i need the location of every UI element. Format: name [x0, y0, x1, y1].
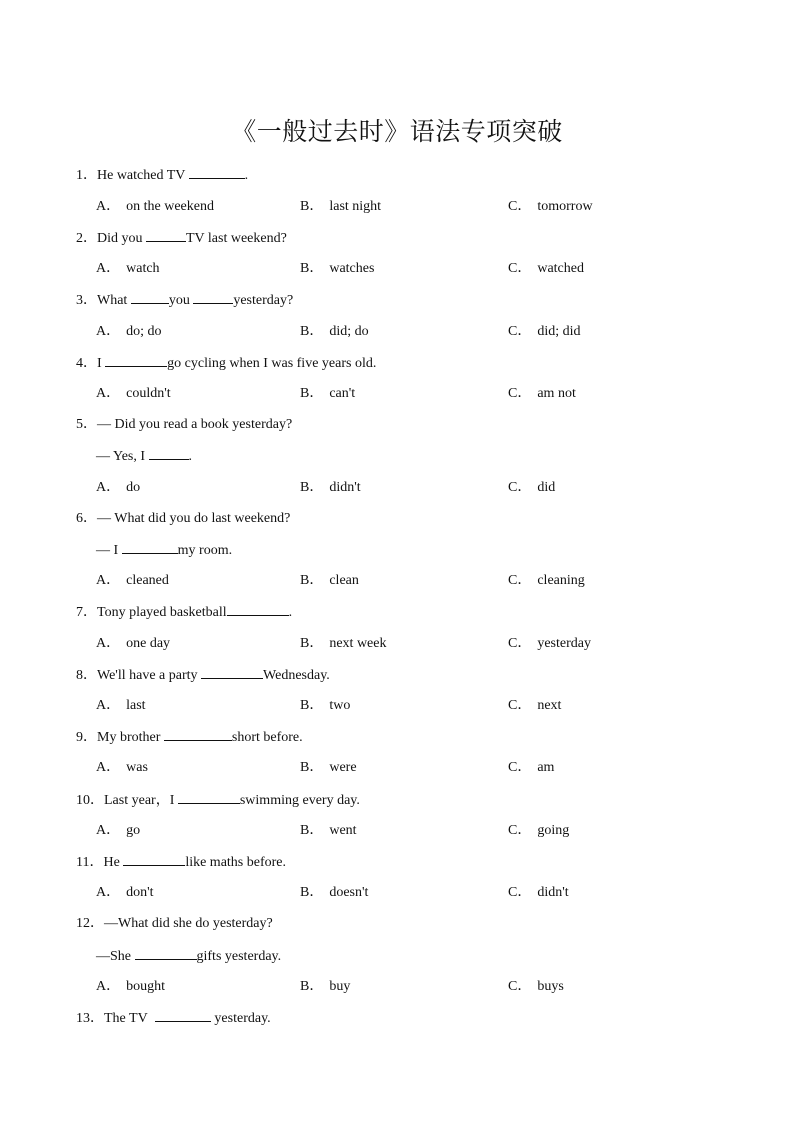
option-letter: A． [96, 823, 121, 838]
question-text: He watched TV [97, 168, 189, 183]
page-title: 《一般过去时》语法专项突破 [231, 117, 563, 146]
option-a[interactable] [96, 198, 214, 216]
option-letter: B． [300, 386, 324, 401]
option-text: watch [126, 261, 160, 276]
question-text: Did you [97, 231, 146, 246]
option-letter: C． [508, 885, 532, 900]
option-text: one day [126, 636, 171, 651]
option-text: did [537, 480, 556, 495]
question-number: 4． [76, 356, 97, 371]
answer-blank[interactable] [164, 728, 232, 741]
option-c[interactable] [508, 479, 555, 497]
option-a[interactable] [96, 697, 146, 715]
option-text: was [126, 760, 148, 775]
option-text: do [126, 480, 141, 495]
option-text: didn't [537, 885, 569, 900]
question-text: you [168, 293, 194, 308]
option-text: on the weekend [126, 199, 214, 214]
option-text: did; did [537, 324, 581, 339]
question-text: We'll have a party [97, 668, 202, 683]
option-letter: C． [508, 760, 532, 775]
question-number: 13． [76, 1011, 104, 1026]
option-text: next week [329, 636, 387, 651]
option-letter: C． [508, 199, 532, 214]
option-b[interactable] [300, 198, 381, 216]
option-letter: B． [300, 979, 324, 994]
question-number: 12． [76, 916, 104, 931]
option-text: didn't [329, 480, 361, 495]
question-text: The TV [104, 1011, 151, 1026]
question-text: He [103, 855, 124, 870]
option-text: last night [329, 199, 382, 214]
option-a[interactable] [96, 479, 140, 497]
option-letter: A． [96, 885, 121, 900]
answer-blank[interactable] [123, 853, 185, 866]
option-letter: B． [300, 885, 324, 900]
option-text: go [126, 823, 141, 838]
option-text: next [537, 698, 562, 713]
question-number: 1． [76, 168, 97, 183]
option-letter: B． [300, 823, 324, 838]
option-letter: B． [300, 573, 324, 588]
question-text: go cycling when I was five years old. [167, 356, 377, 371]
question-number: 9． [76, 730, 97, 745]
option-c[interactable] [508, 822, 569, 840]
answer-blank[interactable] [105, 354, 167, 367]
option-a[interactable] [96, 323, 162, 341]
question-text: Wednesday. [263, 668, 330, 683]
option-b[interactable] [300, 479, 361, 497]
question-text: . [244, 168, 249, 183]
option-text: two [329, 698, 351, 713]
option-c[interactable] [508, 198, 593, 216]
question-6-response [96, 541, 232, 560]
question-3 [76, 291, 293, 310]
option-a[interactable] [96, 884, 154, 902]
option-letter: C． [508, 823, 532, 838]
question-number: 6． [76, 511, 97, 526]
option-b[interactable] [300, 697, 350, 715]
option-text: do; do [126, 324, 162, 339]
question-number: 8． [76, 668, 97, 683]
answer-blank[interactable] [201, 666, 263, 679]
answer-blank[interactable] [131, 291, 169, 304]
question-text: my room. [177, 543, 233, 558]
question-text: TV last weekend? [186, 231, 287, 246]
option-a[interactable] [96, 759, 148, 777]
question-number: 7． [76, 605, 97, 620]
answer-blank[interactable] [227, 603, 289, 616]
question-12 [76, 915, 273, 933]
question-6 [76, 510, 290, 528]
option-letter: C． [508, 979, 532, 994]
option-b[interactable] [300, 759, 357, 777]
option-letter: A． [96, 698, 121, 713]
option-letter: B． [300, 261, 324, 276]
question-number: 5． [76, 417, 97, 432]
answer-blank[interactable] [122, 541, 178, 554]
option-text: cleaning [537, 573, 585, 588]
answer-blank[interactable] [193, 291, 233, 304]
option-letter: B． [300, 324, 324, 339]
question-5-response [96, 447, 192, 466]
question-number: 2． [76, 231, 97, 246]
question-number: 11． [76, 855, 104, 870]
option-c[interactable] [508, 884, 569, 902]
option-c[interactable] [508, 697, 561, 715]
option-text: doesn't [329, 885, 369, 900]
option-a[interactable] [96, 635, 170, 653]
question-text: swimming every day. [239, 793, 360, 808]
option-letter: A． [96, 760, 121, 775]
option-letter: A． [96, 261, 121, 276]
option-c[interactable] [508, 323, 581, 341]
option-c[interactable] [508, 978, 564, 996]
option-b[interactable] [300, 385, 355, 403]
option-letter: A． [96, 636, 121, 651]
option-letter: C． [508, 698, 532, 713]
option-c[interactable] [508, 635, 591, 653]
question-5 [76, 416, 292, 434]
option-a[interactable] [96, 260, 160, 278]
option-c[interactable] [508, 572, 585, 590]
option-letter: B． [300, 199, 324, 214]
question-1 [76, 166, 248, 185]
question-text: — What did you do last weekend? [97, 511, 291, 526]
option-b[interactable] [300, 635, 387, 653]
option-b[interactable] [300, 978, 350, 996]
option-text: tomorrow [537, 199, 593, 214]
answer-blank[interactable] [149, 447, 189, 460]
question-10 [76, 791, 360, 810]
option-text: going [537, 823, 570, 838]
question-text: What [97, 293, 131, 308]
option-a[interactable] [96, 822, 140, 840]
question-9 [76, 728, 303, 747]
option-letter: C． [508, 573, 532, 588]
answer-blank[interactable] [135, 947, 197, 960]
option-letter: A． [96, 979, 121, 994]
question-text: like maths before. [185, 855, 286, 870]
question-text: —She [96, 949, 135, 964]
question-4 [76, 354, 376, 373]
option-text: cleaned [126, 573, 169, 588]
question-text: . [288, 605, 293, 620]
question-12-response [96, 947, 281, 966]
option-b[interactable] [300, 323, 369, 341]
option-text: buy [329, 979, 351, 994]
option-c[interactable] [508, 385, 576, 403]
question-8 [76, 666, 330, 685]
option-text: am not [537, 386, 576, 401]
answer-blank[interactable] [155, 1009, 211, 1022]
option-c[interactable] [508, 260, 584, 278]
option-letter: C． [508, 386, 532, 401]
answer-blank[interactable] [146, 229, 186, 242]
option-text: don't [126, 885, 154, 900]
option-text: yesterday [537, 636, 591, 651]
option-a[interactable] [96, 385, 171, 403]
option-text: went [329, 823, 357, 838]
option-letter: C． [508, 636, 532, 651]
option-text: am [537, 760, 555, 775]
question-text: yesterday. [210, 1011, 271, 1026]
option-letter: B． [300, 636, 324, 651]
option-text: were [329, 760, 357, 775]
answer-blank[interactable] [178, 791, 240, 804]
option-letter: B． [300, 480, 324, 495]
option-c[interactable] [508, 759, 554, 777]
option-a[interactable] [96, 572, 169, 590]
question-text: I [97, 356, 106, 371]
question-text: short before. [231, 730, 303, 745]
question-text: My brother [97, 730, 164, 745]
question-text: . [188, 449, 193, 464]
option-b[interactable] [300, 260, 374, 278]
question-text: — Did you read a book yesterday? [97, 417, 293, 432]
option-letter: A． [96, 386, 121, 401]
option-letter: C． [508, 261, 532, 276]
answer-blank[interactable] [189, 166, 245, 179]
option-text: last [126, 698, 146, 713]
option-letter: C． [508, 324, 532, 339]
option-letter: C． [508, 480, 532, 495]
option-letter: B． [300, 760, 324, 775]
option-letter: A． [96, 199, 121, 214]
option-text: couldn't [126, 386, 171, 401]
question-13 [76, 1009, 271, 1028]
option-text: bought [126, 979, 166, 994]
question-11 [76, 853, 286, 872]
option-text: can't [329, 386, 356, 401]
option-b[interactable] [300, 572, 359, 590]
question-text: gifts yesterday. [196, 949, 282, 964]
option-text: did; do [329, 324, 369, 339]
question-text: yesterday? [233, 293, 294, 308]
question-number: 3． [76, 293, 97, 308]
option-text: watches [329, 261, 375, 276]
question-7 [76, 603, 292, 622]
option-letter: A． [96, 573, 121, 588]
question-text: Tony played basketball [97, 605, 227, 620]
question-2 [76, 229, 287, 248]
option-a[interactable] [96, 978, 165, 996]
option-text: buys [537, 979, 564, 994]
option-b[interactable] [300, 822, 357, 840]
question-text: — I [96, 543, 122, 558]
option-letter: A． [96, 324, 121, 339]
question-text: —What did she do yesterday? [104, 916, 273, 931]
option-letter: B． [300, 698, 324, 713]
question-text: Last year，I [104, 793, 178, 808]
question-text: — Yes, I [96, 449, 149, 464]
question-number: 10． [76, 793, 104, 808]
option-letter: A． [96, 480, 121, 495]
option-text: watched [537, 261, 584, 276]
option-text: clean [329, 573, 359, 588]
option-b[interactable] [300, 884, 368, 902]
